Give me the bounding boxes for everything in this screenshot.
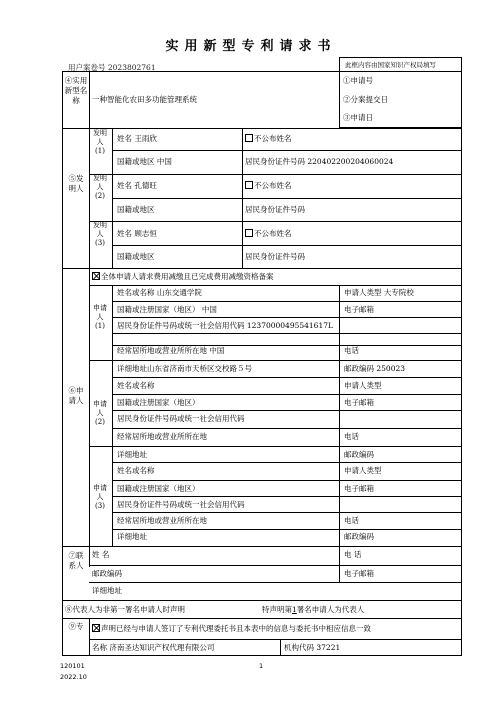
inventor-3-name: 姓名 顾志恒 xyxy=(117,229,157,238)
applicant-2-address: 详细地址 xyxy=(117,450,147,459)
office-use-note: 此框内容由国家知识产权局填写 xyxy=(345,61,436,69)
no-disclose-label: 不公布姓名 xyxy=(254,134,292,143)
agency-name: 名称 济南圣达知识产权代理有限公司 xyxy=(92,643,215,652)
inventor-2-id: 居民身份证件号码 xyxy=(245,205,305,214)
agency-declaration[interactable] xyxy=(92,624,371,634)
user-reference: 用户案卷号 2023802761 xyxy=(68,63,156,72)
no-disclose-label: 不公布姓名 xyxy=(254,181,292,190)
contact-phone: 电 话 xyxy=(344,550,362,559)
applicant-1-name: 姓名或名称 山东交通学院 xyxy=(117,288,202,297)
inventor-2-heading: 发明人(2) xyxy=(93,174,107,200)
applicant-2-zip: 邮政编码 xyxy=(344,450,374,459)
document-title: 实用新型专利请求书 xyxy=(165,39,337,54)
applicants-label: ⑥申请人 xyxy=(68,386,84,405)
applicant-2-email: 电子邮箱 xyxy=(344,398,374,407)
inventor-1-id: 居民身份证件号码 220402200204060024 xyxy=(245,157,394,166)
statement-prefix: 特声明第 xyxy=(262,605,292,614)
applicant-1-address: 详细地址山东省济南市天桥区交校路５号 xyxy=(117,364,252,373)
applicant-1-phone: 电话 xyxy=(344,346,359,355)
checkbox[interactable] xyxy=(245,134,253,142)
contact-email: 电子邮箱 xyxy=(344,569,374,578)
applicant-1-type: 申请人类型 大专院校 xyxy=(344,288,414,297)
inventor-1-nationality: 国籍或地区 中国 xyxy=(117,157,172,166)
applicant-2-phone: 电话 xyxy=(344,432,359,441)
checkbox[interactable] xyxy=(245,181,253,189)
applicant-1-zip: 邮政编码 250023 xyxy=(344,364,406,373)
applicant-2-type: 申请人类型 xyxy=(344,381,382,390)
applicant-2-heading: 申请人(2) xyxy=(93,400,107,426)
contact-address: 详细地址 xyxy=(92,586,122,595)
form-code: 120101 xyxy=(60,662,85,670)
page-number: 1 xyxy=(259,662,264,670)
applicant-3-type: 申请人类型 xyxy=(344,466,382,475)
filing-date: ③申请日 xyxy=(343,113,373,122)
inventor-1-no-disclose[interactable] xyxy=(245,134,292,144)
agency-code: 机构代码 37221 xyxy=(284,643,341,652)
applicant-2-credit-code: 居民身份证件号码或统一社会信用代码 xyxy=(117,414,245,423)
applicant-3-residence: 经常居所地或营业所所在地 xyxy=(117,516,207,525)
contact-name: 姓 名 xyxy=(92,550,110,559)
applicant-1-email: 电子邮箱 xyxy=(344,305,374,314)
agency-declaration-label: 声明已经与申请人签订了专利代理委托书且本表中的信息与委托书中相应信息一致 xyxy=(101,624,371,633)
inventor-1-heading: 发明人(1) xyxy=(93,129,107,155)
checkbox-checked[interactable] xyxy=(92,272,100,280)
checkbox[interactable] xyxy=(245,229,253,237)
fee-reduction[interactable] xyxy=(92,272,274,282)
applicant-3-heading: 申请人(3) xyxy=(93,484,107,510)
inventor-3-no-disclose[interactable] xyxy=(245,229,292,239)
applicant-3-zip: 邮政编码 xyxy=(344,532,374,541)
applicant-2-name: 姓名或名称 xyxy=(117,381,155,390)
inventor-2-no-disclose[interactable] xyxy=(245,181,292,191)
applicant-2-country: 国籍或注册国家（地区） xyxy=(117,398,200,407)
checkbox-checked[interactable] xyxy=(92,624,100,632)
representative-declaration: ⑧代表人为非第一署名申请人时声明 xyxy=(65,605,185,614)
agency-label: ⑨专 xyxy=(68,622,84,631)
applicant-3-name: 姓名或名称 xyxy=(117,466,155,475)
applicant-1-country: 国籍或注册国家（地区） 中国 xyxy=(117,305,217,314)
applicant-1-credit-code: 居民身份证件号码或统一社会信用代码 12370000495541617L xyxy=(117,321,333,330)
inventor-3-nationality: 国籍或地区 xyxy=(117,252,155,261)
applicant-3-credit-code: 居民身份证件号码或统一社会信用代码 xyxy=(117,500,245,509)
no-disclose-label: 不公布姓名 xyxy=(254,229,292,238)
inventor-3-heading: 发明人(3) xyxy=(93,221,107,247)
contact-zip: 邮政编码 xyxy=(92,569,122,578)
representative-number: 1 xyxy=(292,605,297,614)
utility-model-name-label: ④实用新型名称 xyxy=(64,76,88,105)
applicant-2-residence: 经常居所地或营业所所在地 xyxy=(117,432,207,441)
applicant-3-address: 详细地址 xyxy=(117,532,147,541)
applicant-1-heading: 申请人(1) xyxy=(93,304,107,330)
applicant-3-country: 国籍或注册国家（地区） xyxy=(117,484,200,493)
inventor-3-id: 居民身份证件号码 xyxy=(245,252,305,261)
application-number: ①申请号 xyxy=(343,76,373,85)
divisional-date: ②分案提交日 xyxy=(343,95,388,104)
contact-label: ⑦联系人 xyxy=(68,551,84,570)
applicant-3-email: 电子邮箱 xyxy=(344,484,374,493)
inventor-2-name: 姓名 孔德旺 xyxy=(117,181,157,190)
statement-suffix: 署名申请人为代表人 xyxy=(296,605,365,614)
applicant-1-residence: 经常居所地或营业所所在地 中国 xyxy=(117,346,225,355)
form-date: 2022.10 xyxy=(60,673,87,681)
representative-statement xyxy=(262,605,364,615)
inventor-2-nationality: 国籍或地区 xyxy=(117,205,155,214)
inventor-1-name: 姓名 王雨欣 xyxy=(117,134,157,143)
fee-reduction-label: 全体申请人请求费用减缴且已完成费用减缴资格备案 xyxy=(101,272,274,281)
applicant-3-phone: 电话 xyxy=(344,516,359,525)
inventors-label: ⑤发明人 xyxy=(68,174,84,193)
utility-model-name: 一种智能化农田多功能管理系统 xyxy=(92,95,197,104)
